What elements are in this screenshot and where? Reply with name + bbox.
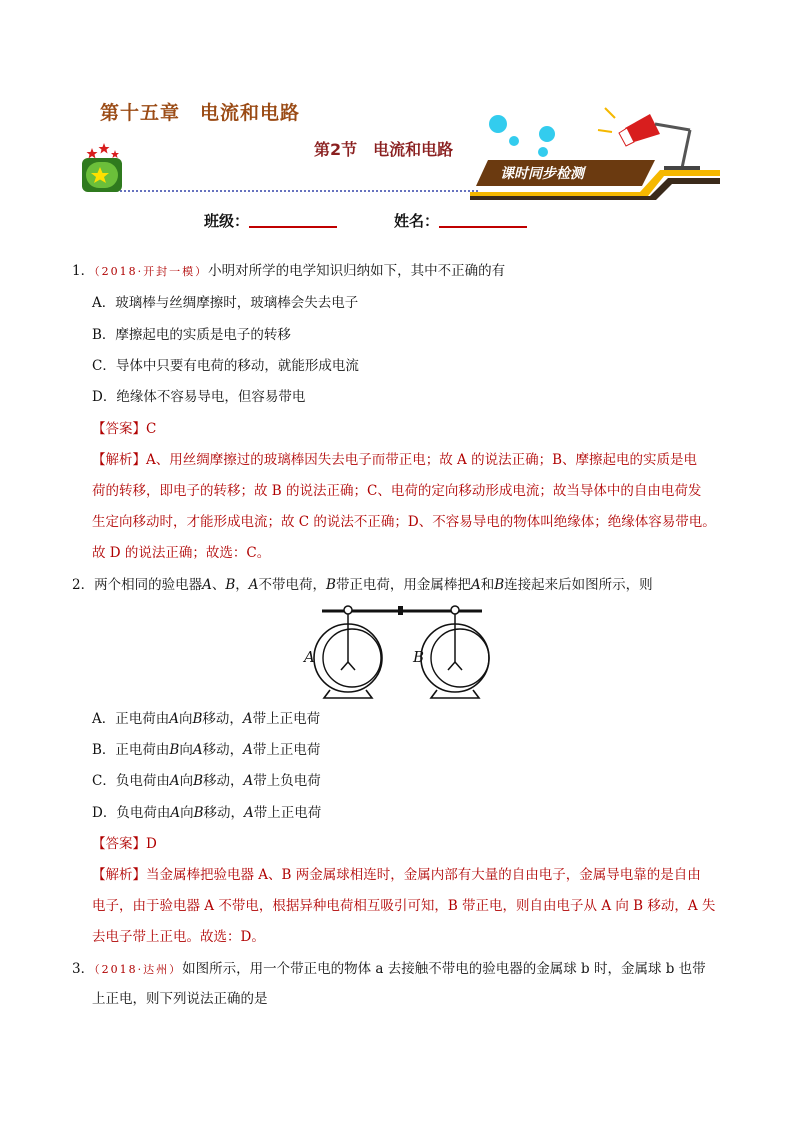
q2-option-b: B．正电荷由B向A移动，A带上正电荷 (92, 742, 321, 758)
q2-option-d: D．负电荷由A向B移动，A带上正电荷 (92, 805, 322, 821)
figure-label-b: B (413, 648, 425, 666)
q1-source: （2018·开封一模） (94, 265, 209, 278)
q2-option-a: A．正电荷由A向B移动，A带上正电荷 (92, 711, 321, 727)
q1-analysis-1: 【解析】A、用丝绸摩擦过的玻璃棒因失去电子而带正电；故 A 的说法正确；B、摩擦起电的实质是电 (92, 452, 698, 468)
q1-option-d: D．绝缘体不容易导电，但容易带电 (92, 389, 306, 405)
electroscope-b (421, 606, 489, 698)
q1-option-a: A．玻璃棒与丝绸摩擦时，玻璃棒会失去电子 (92, 295, 359, 311)
badge-label: 课时同步检测 (500, 166, 584, 182)
q2-answer: 【答案】D (92, 836, 157, 852)
q3-stem-2: 上正电，则下列说法正确的是 (92, 991, 268, 1007)
q3-source: （2018·达州） (94, 963, 183, 976)
q1-number: 1． (72, 263, 95, 279)
q2-analysis-1: 【解析】当金属棒把验电器 A、B 两金属球相连时，金属内部有大量的自由电子，金属导电靠的是自由 (92, 867, 701, 883)
class-field[interactable] (204, 210, 337, 231)
star-badge-icon (82, 143, 122, 192)
q2-option-c: C．负电荷由A向B移动，A带上负电荷 (92, 773, 321, 789)
name-label: 姓名： (394, 212, 440, 230)
q1-answer: 【答案】C (92, 421, 157, 437)
name-blank[interactable] (439, 212, 527, 228)
q1-analysis-4: 故 D 的说法正确；故选：C。 (92, 545, 271, 561)
electroscope-figure (300, 600, 500, 700)
q1-stem-text: 小明对所学的电学知识归纳如下，其中不正确的有 (208, 263, 506, 279)
section-title: 第2节 电流和电路 (314, 140, 454, 159)
q1-analysis-3: 生定向移动时，才能形成电流；故 C 的说法不正确；D、不容易导电的物体叫绝缘体；绝缘体容易带电。 (92, 514, 716, 530)
q1-stem (72, 262, 505, 281)
q2-analysis-3: 去电子带上正电。故选：D。 (92, 929, 265, 945)
q2-analysis-2: 电子，由于验电器 A 不带电，根据异种电荷相互吸引可知，B 带正电，则自由电子从 A 向 B 移动，A 失 (92, 898, 716, 914)
bubbles-icon (489, 115, 555, 157)
electroscope-a (314, 606, 382, 698)
class-label: 班级： (204, 212, 250, 230)
figure-label-a: A (304, 648, 315, 666)
q2-stem: 2．两个相同的验电器A、B，A不带电荷，B带正电荷，用金属棒把A和B连接起来后如图所示，则 (72, 577, 653, 593)
q1-analysis-2: 荷的转移，即电子的转移；故 B 的说法正确；C、电荷的定向移动形成电流；故当导体中的自由电荷发 (92, 483, 702, 499)
q2-answer-value: D (146, 836, 157, 852)
name-field[interactable] (394, 210, 527, 231)
class-blank[interactable] (249, 212, 337, 228)
q3-stem: 3．（2018·达州）如图所示，用一个带正电的物体 a 去接触不带电的验电器的金属球 b 时，金属球 b 也带 (72, 961, 706, 977)
q1-answer-value: C (146, 421, 157, 437)
q1-option-b: B．摩擦起电的实质是电子的转移 (92, 327, 291, 343)
chapter-title: 第十五章 电流和电路 (100, 102, 301, 124)
q1-option-c: C．导体中只要有电荷的移动，就能形成电流 (92, 358, 359, 374)
